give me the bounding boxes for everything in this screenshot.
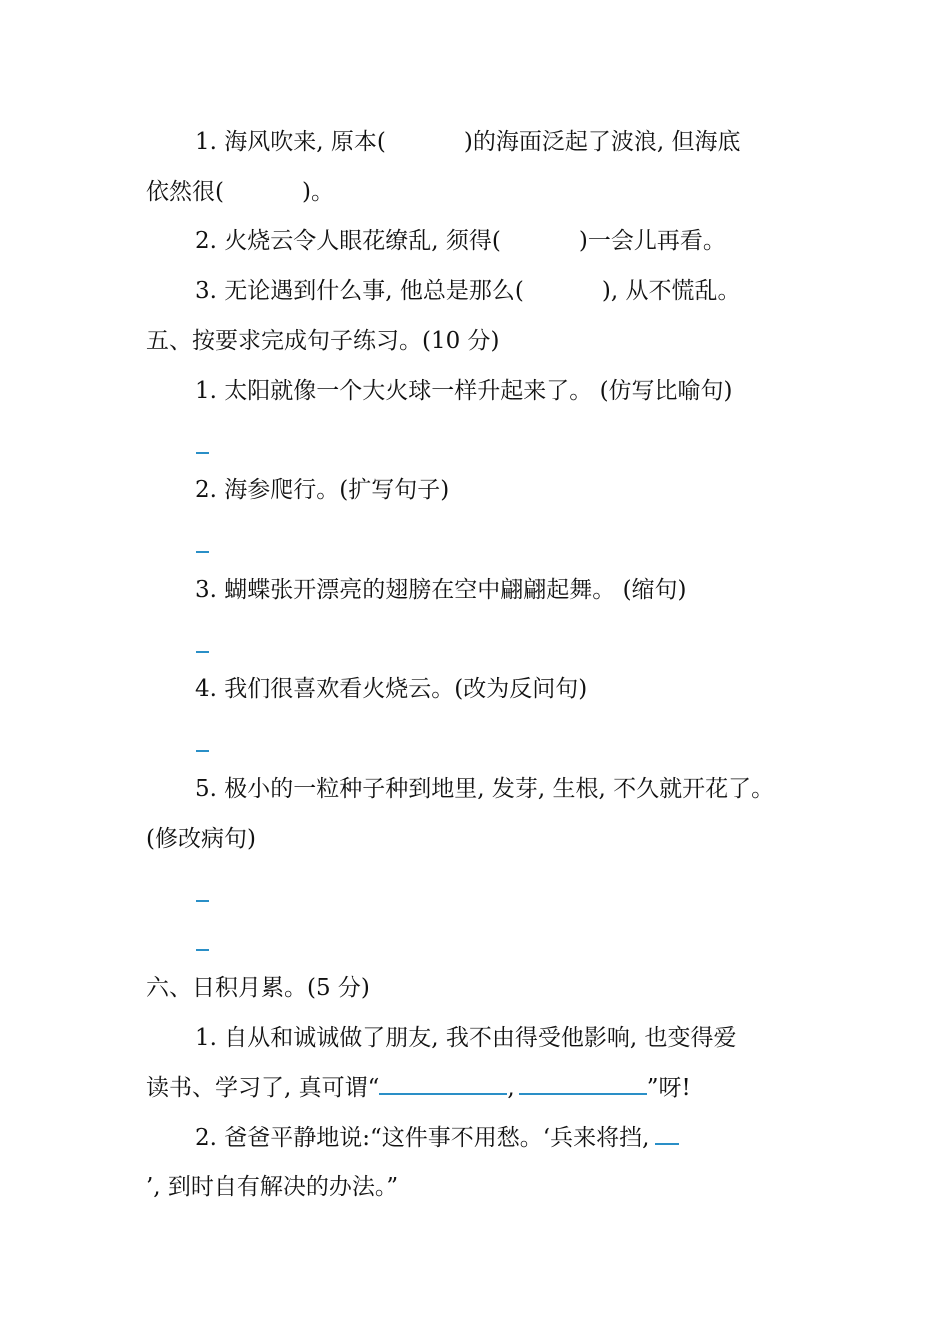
question-5-5-line-2: (修改病句) <box>146 826 256 852</box>
q4-3-text-a: 3. 无论遇到什么事, 他总是那么( <box>195 278 524 304</box>
question-5-3: 3. 蝴蝶张开漂亮的翅膀在空中翩翩起舞。 (缩句) <box>195 577 687 603</box>
question-6-1-line-2 <box>146 1073 691 1103</box>
question-4-1-line-2 <box>146 177 334 207</box>
answer-line[interactable] <box>196 651 209 653</box>
question-4-2 <box>195 226 726 256</box>
question-5-4: 4. 我们很喜欢看火烧云。(改为反问句) <box>195 676 588 702</box>
section-5-title: 五、按要求完成句子练习。(10 分) <box>146 328 500 354</box>
question-4-3 <box>195 276 740 306</box>
answer-blank[interactable] <box>655 1123 679 1145</box>
answer-line[interactable] <box>196 949 209 951</box>
answer-line[interactable] <box>196 750 209 752</box>
q6-1-text-b: 读书、学习了, 真可谓“ <box>146 1075 380 1101</box>
q4-1-text-b: )的海面泛起了波浪, 但海底 <box>463 129 741 155</box>
answer-blank[interactable] <box>379 1073 507 1095</box>
q4-1-text-c: 依然很( <box>146 179 224 205</box>
q4-2-text-b: )一会儿再看。 <box>578 228 726 254</box>
question-5-2: 2. 海参爬行。(扩写句子) <box>195 477 450 503</box>
question-6-1-line-1: 1. 自从和诚诚做了朋友, 我不由得受他影响, 也变得爱 <box>195 1025 737 1051</box>
q6-1-text-c: , <box>507 1075 515 1101</box>
answer-line[interactable] <box>196 551 209 553</box>
q6-1-text-d: ”呀! <box>646 1075 691 1101</box>
section-6-title: 六、日积月累。(5 分) <box>146 975 370 1001</box>
question-5-5-line-1: 5. 极小的一粒种子种到地里, 发芽, 生根, 不久就开花了。 <box>195 776 775 802</box>
q6-2-text-a: 2. 爸爸平静地说:“这件事不用愁。‘兵来将挡, <box>195 1125 650 1151</box>
q4-3-text-b: ), 从不慌乱。 <box>601 278 741 304</box>
q4-1-text-a: 1. 海风吹来, 原本( <box>195 129 386 155</box>
answer-blank[interactable] <box>519 1073 647 1095</box>
answer-line[interactable] <box>196 900 209 902</box>
answer-line[interactable] <box>196 452 209 454</box>
question-4-1-line-1 <box>195 127 740 157</box>
q4-2-text-a: 2. 火烧云令人眼花缭乱, 须得( <box>195 228 501 254</box>
question-6-2-line-2: ’, 到时自有解决的办法。” <box>146 1174 399 1200</box>
q4-1-text-d: )。 <box>301 179 334 205</box>
question-5-1: 1. 太阳就像一个大火球一样升起来了。 (仿写比喻句) <box>195 378 733 404</box>
question-6-2-line-1 <box>195 1123 679 1153</box>
